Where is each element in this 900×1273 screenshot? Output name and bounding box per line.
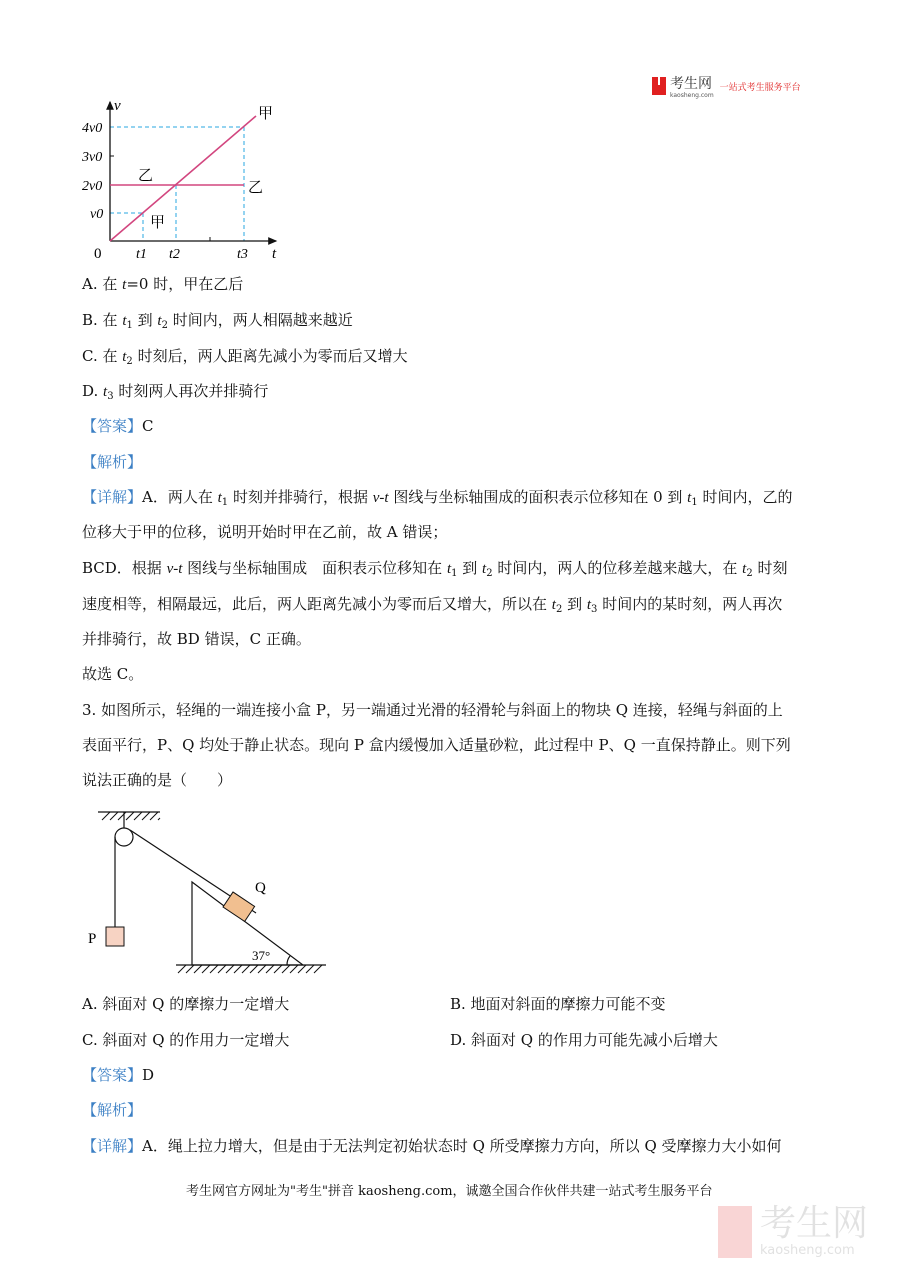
- text-segment: 位移大于甲的位移，说明开始时甲在乙前，故 A 错误；: [82, 523, 448, 541]
- label-q: Q: [255, 880, 266, 896]
- text-segment: D: [142, 1066, 155, 1084]
- analysis-heading: [82, 452, 142, 472]
- text-segment: 速度相等，相隔最远，此后，两人距离先减小为零而后又增大，所以在: [82, 595, 552, 613]
- text-segment: t: [122, 277, 127, 293]
- line-jia: [110, 116, 256, 241]
- q3-option-a: [82, 994, 289, 1014]
- footer-text: 考生网官方网址为"考生"拼音 kaosheng.com，诚邀全国合作伙伴共建一站式考生服务平台: [186, 1184, 713, 1199]
- text-segment: 1: [126, 320, 133, 331]
- label-jia: 甲: [258, 106, 274, 122]
- text-segment: t: [586, 597, 592, 613]
- watermark: [718, 1205, 868, 1258]
- label-yi: 乙: [138, 168, 154, 184]
- section-label: 【解析】: [82, 453, 143, 471]
- section-label: 【详解】: [82, 1137, 143, 1155]
- q3-option-c: [82, 1030, 289, 1050]
- text-segment: =0 时，甲在乙后: [126, 275, 244, 293]
- text-segment: 时刻并排骑行，根据: [228, 488, 373, 506]
- text-segment: 到: [562, 595, 587, 613]
- question-3-line-3: [82, 770, 232, 790]
- logo-slogan: 一站式考生服务平台: [719, 82, 801, 93]
- text-segment: 到: [132, 311, 158, 329]
- vt-graph: [80, 92, 290, 270]
- text-segment: t: [157, 313, 162, 329]
- text-segment: 时刻两人再次并排骑行: [113, 382, 269, 400]
- text-segment: A．绳上拉力增大，但是由于无法判定初始状态时 Q 所受摩擦力方向，所以 Q 受摩擦力大小如何: [142, 1137, 782, 1155]
- q3-option-d: [450, 1030, 718, 1050]
- text-segment: D.: [82, 382, 104, 400]
- text-segment: t: [551, 597, 556, 613]
- y-tick: 2v0: [82, 179, 103, 194]
- text-segment: 1: [221, 497, 229, 508]
- text-segment: 说法正确的是（ ）: [82, 771, 233, 789]
- text-segment: 故选 C。: [82, 665, 144, 683]
- text-segment: t: [446, 561, 452, 577]
- kaosheng-logo-icon: [718, 1206, 752, 1258]
- detail-2: [82, 522, 447, 542]
- kaosheng-logo-icon: [652, 77, 666, 95]
- text-segment: 1: [451, 568, 458, 579]
- watermark-brand: 考生网: [760, 1203, 869, 1244]
- logo-domain: kaosheng.com: [670, 92, 714, 99]
- label-jia: 甲: [150, 215, 166, 231]
- text-segment: 2: [555, 604, 563, 615]
- text-segment: t: [217, 490, 222, 506]
- x-axis-label: t: [272, 246, 277, 262]
- section-label: 【答案】: [82, 417, 143, 435]
- detail-5: [82, 629, 311, 649]
- y-tick: 3v0: [82, 150, 103, 165]
- option-b: [82, 310, 353, 336]
- header-logo[interactable]: [652, 73, 801, 99]
- q3-option-b: [450, 994, 666, 1014]
- question-3-line-1: [82, 700, 783, 720]
- text-segment: A. 在: [82, 275, 123, 293]
- text-segment: 2: [126, 356, 133, 367]
- text-segment: C. 斜面对 Q 的作用力一定增大: [82, 1031, 290, 1049]
- section-label: 【解析】: [82, 1101, 143, 1119]
- question-3-line-2: [82, 735, 791, 755]
- q3-answer: [82, 1065, 154, 1085]
- text-segment: BCD．根据: [82, 559, 167, 577]
- q3-detail-1: [82, 1136, 782, 1156]
- label-yi: 乙: [248, 180, 264, 196]
- text-segment: 图线与坐标轴围成的面积表示位移知在 0 到: [388, 488, 688, 506]
- origin-label: 0: [94, 246, 102, 262]
- text-segment: 2: [161, 320, 168, 331]
- text-segment: 表面平行，P、Q 均处于静止状态。现向 P 盒内缓慢加入适量砂粒，此过程中 P、Q 一直保持静止。则下列: [82, 736, 791, 754]
- text-segment: B. 地面对斜面的摩擦力可能不变: [450, 995, 666, 1013]
- text-segment: 时刻: [752, 559, 788, 577]
- text-segment: A．两人在: [142, 488, 218, 506]
- y-tick: 4v0: [82, 121, 103, 136]
- detail-4: [82, 594, 782, 620]
- text-segment: t: [742, 561, 747, 577]
- text-segment: 时间内，两人的位移差越来越大，在: [492, 559, 743, 577]
- answer: [82, 416, 154, 436]
- option-a: [82, 274, 243, 295]
- text-segment: C. 在: [82, 347, 123, 365]
- text-segment: 时间内，两人相隔越来越近: [167, 311, 353, 329]
- text-segment: 1: [691, 497, 698, 508]
- text-segment: 到: [457, 559, 483, 577]
- text-segment: 并排骑行，故 BD 错误，C 正确。: [82, 630, 311, 648]
- detail-3: [82, 558, 787, 584]
- pulley-incline-diagram: [80, 800, 340, 980]
- text-segment: 3: [107, 391, 114, 402]
- text-segment: v-t: [166, 561, 183, 577]
- text-segment: 时间内，乙的: [697, 488, 793, 506]
- logo-brand: 考生网: [670, 76, 712, 92]
- y-tick: v0: [90, 207, 104, 222]
- text-segment: 3. 如图所示，轻绳的一端连接小盒 P，另一端通过光滑的轻滑轮与斜面上的物块 Q 连接，轻绳与斜面的上: [82, 701, 783, 719]
- text-segment: A. 斜面对 Q 的摩擦力一定增大: [82, 995, 290, 1013]
- q3-analysis-heading: [82, 1100, 142, 1120]
- text-segment: t: [122, 349, 127, 365]
- x-tick: t1: [136, 247, 147, 262]
- text-segment: v-t: [372, 490, 389, 506]
- text-segment: 2: [486, 568, 493, 579]
- text-segment: t: [122, 313, 127, 329]
- label-p: P: [88, 931, 97, 947]
- text-segment: C: [142, 417, 154, 435]
- detail-1: [82, 487, 793, 513]
- text-segment: 3: [591, 604, 598, 615]
- text-segment: 时间内的某时刻，两人再次: [597, 595, 783, 613]
- option-c: [82, 346, 408, 372]
- text-segment: D. 斜面对 Q 的作用力可能先减小后增大: [450, 1031, 718, 1049]
- text-segment: 2: [746, 568, 753, 579]
- x-tick: t3: [237, 247, 248, 262]
- text-segment: B. 在: [82, 311, 123, 329]
- box-p: [106, 927, 124, 946]
- watermark-domain: kaosheng.com: [760, 1243, 855, 1258]
- x-tick: t2: [169, 247, 180, 262]
- text-segment: 图线与坐标轴围成 面积表示位移知在: [182, 559, 447, 577]
- option-d: [82, 381, 268, 407]
- text-segment: 时刻后，两人距离先减小为零而后又增大: [132, 347, 408, 365]
- block-q: [223, 892, 255, 921]
- y-axis-label: v: [114, 98, 121, 114]
- angle-label: 37°: [252, 948, 271, 963]
- text-segment: t: [687, 490, 692, 506]
- section-label: 【详解】: [82, 488, 143, 506]
- section-label: 【答案】: [82, 1066, 143, 1084]
- conclusion: [82, 664, 143, 684]
- text-segment: t: [482, 561, 487, 577]
- text-segment: t: [103, 384, 108, 400]
